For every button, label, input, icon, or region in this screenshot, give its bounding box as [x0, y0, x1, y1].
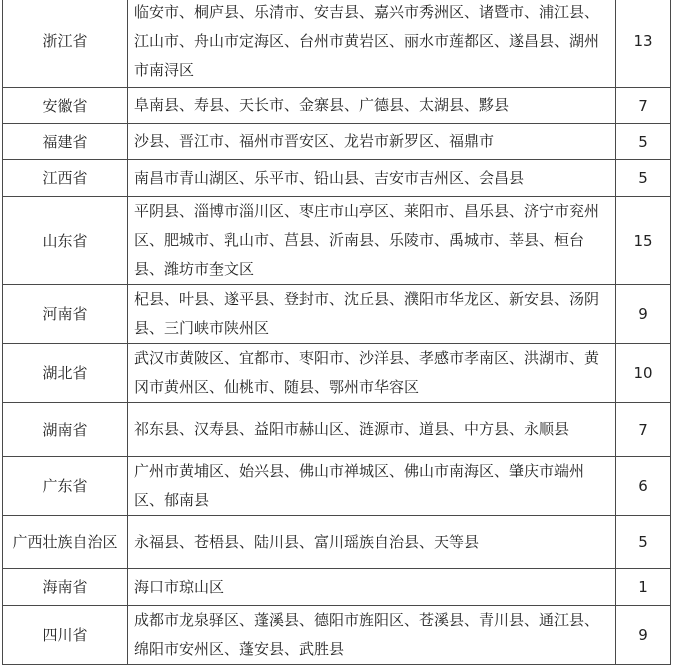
province-cell: 湖南省 — [3, 403, 128, 457]
table-row — [3, 569, 671, 606]
count-cell: 1 — [616, 569, 671, 606]
places-cell: 祁东县、汉寿县、益阳市赫山区、涟源市、道县、中方县、永顺县 — [128, 403, 616, 457]
count-cell: 13 — [616, 0, 671, 88]
places-cell: 成都市龙泉驿区、蓬溪县、德阳市旌阳区、苍溪县、青川县、通江县、绵阳市安州区、蓬安县、武胜县 — [128, 606, 616, 665]
province-cell: 湖北省 — [3, 344, 128, 403]
count-cell: 5 — [616, 160, 671, 197]
table-row — [3, 457, 671, 516]
table-row — [3, 344, 671, 403]
table-row — [3, 606, 671, 665]
places-cell: 沙县、晋江市、福州市晋安区、龙岩市新罗区、福鼎市 — [128, 124, 616, 160]
count-cell: 5 — [616, 124, 671, 160]
table-row — [3, 516, 671, 569]
table-row — [3, 124, 671, 160]
places-cell: 杞县、叶县、遂平县、登封市、沈丘县、濮阳市华龙区、新安县、汤阴县、三门峡市陕州区 — [128, 285, 616, 344]
province-cell: 山东省 — [3, 197, 128, 285]
count-cell: 7 — [616, 403, 671, 457]
count-cell: 7 — [616, 88, 671, 124]
table-row — [3, 285, 671, 344]
places-cell: 平阴县、淄博市淄川区、枣庄市山亭区、莱阳市、昌乐县、济宁市兖州区、肥城市、乳山市、莒县、沂南县、乐陵市、禹城市、莘县、桓台县、潍坊市奎文区 — [128, 197, 616, 285]
table-row — [3, 0, 671, 88]
table-row — [3, 403, 671, 457]
places-cell: 武汉市黄陂区、宜都市、枣阳市、沙洋县、孝感市孝南区、洪湖市、黄冈市黄州区、仙桃市、随县、鄂州市华容区 — [128, 344, 616, 403]
count-cell: 9 — [616, 285, 671, 344]
province-cell: 江西省 — [3, 160, 128, 197]
places-cell: 临安市、桐庐县、乐清市、安吉县、嘉兴市秀洲区、诸暨市、浦江县、江山市、舟山市定海区、台州市黄岩区、丽水市莲都区、遂昌县、湖州市南浔区 — [128, 0, 616, 88]
places-cell: 阜南县、寿县、天长市、金寨县、广德县、太湖县、黟县 — [128, 88, 616, 124]
pilot-county-table — [2, 0, 671, 665]
places-cell: 海口市琼山区 — [128, 569, 616, 606]
province-cell: 福建省 — [3, 124, 128, 160]
province-cell: 安徽省 — [3, 88, 128, 124]
province-cell: 广西壮族自治区 — [3, 516, 128, 569]
province-cell: 河南省 — [3, 285, 128, 344]
province-cell: 广东省 — [3, 457, 128, 516]
places-cell: 南昌市青山湖区、乐平市、铅山县、吉安市吉州区、会昌县 — [128, 160, 616, 197]
count-cell: 9 — [616, 606, 671, 665]
count-cell: 10 — [616, 344, 671, 403]
count-cell: 15 — [616, 197, 671, 285]
places-cell: 永福县、苍梧县、陆川县、富川瑶族自治县、天等县 — [128, 516, 616, 569]
table-row — [3, 160, 671, 197]
province-cell: 海南省 — [3, 569, 128, 606]
table-row — [3, 197, 671, 285]
table-row — [3, 88, 671, 124]
count-cell: 5 — [616, 516, 671, 569]
province-cell: 四川省 — [3, 606, 128, 665]
places-cell: 广州市黄埔区、始兴县、佛山市禅城区、佛山市南海区、肇庆市端州区、郁南县 — [128, 457, 616, 516]
count-cell: 6 — [616, 457, 671, 516]
province-cell: 浙江省 — [3, 0, 128, 88]
